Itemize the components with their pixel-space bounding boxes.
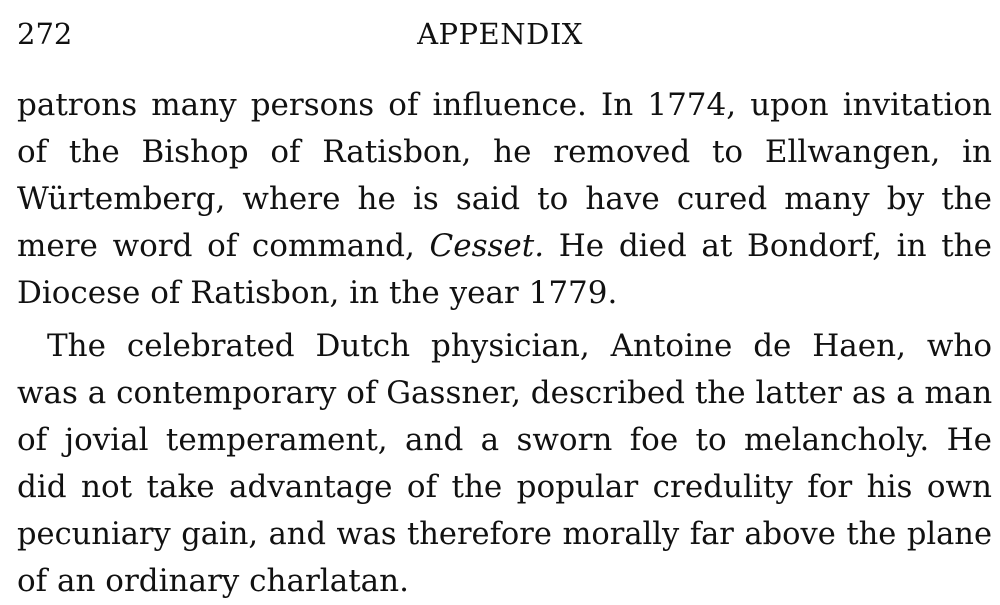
section-title: APPENDIX <box>417 17 583 51</box>
text-line <box>17 511 992 558</box>
text-line <box>17 223 992 270</box>
text-run: was a contemporary of Gassner, described the latter as a man <box>17 375 993 411</box>
text-run: of jovial temperament, and a sworn foe to melancholy. He <box>17 422 992 458</box>
text-run: Würtemberg, where he is said to have cured many by the <box>17 181 992 217</box>
text-run: He died at Bondorf, in the <box>544 228 992 264</box>
text-line <box>17 370 992 417</box>
paragraph <box>17 82 992 317</box>
text-run: The celebrated Dutch physician, Antoine de Haen, who <box>47 328 992 364</box>
text-line <box>17 176 992 223</box>
text-run: pecuniary gain, and was therefore morally far above the plane <box>17 517 992 552</box>
text-line <box>17 323 992 370</box>
text-run: Diocese of Ratisbon, in the year 1779. <box>17 275 618 311</box>
text-run: of an ordinary charlatan. <box>17 563 409 599</box>
text-run: patrons many persons of influence. In 1774, upon invitation <box>17 87 992 123</box>
text-line <box>17 558 992 605</box>
text-line <box>17 270 992 317</box>
page-number: 272 <box>17 17 73 51</box>
text-line <box>17 82 992 129</box>
text-line <box>17 417 992 464</box>
text-run: of the Bishop of Ratisbon, he removed to Ellwangen, in <box>17 134 992 170</box>
text-run: mere word of command, <box>17 228 430 264</box>
running-head <box>17 14 983 54</box>
paragraph <box>17 323 992 605</box>
text-run: did not take advantage of the popular credulity for his own <box>17 469 992 505</box>
text-line <box>17 464 992 511</box>
italic-word: Cesset. <box>429 228 545 264</box>
text-line <box>17 129 992 176</box>
body-text <box>17 82 992 605</box>
